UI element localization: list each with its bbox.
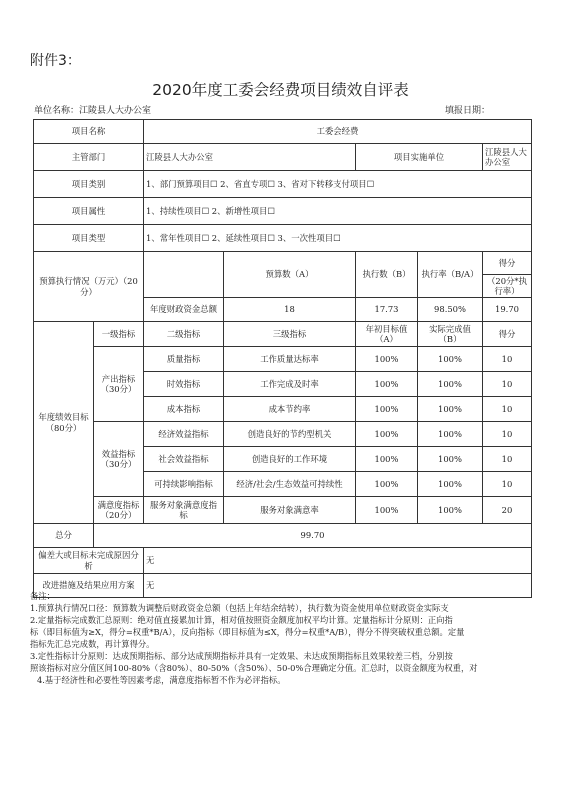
dept-label: 主管部门 (34, 144, 144, 171)
table-row-score: 10 (483, 347, 532, 372)
unit-name: 单位名称：江陵县人大办公室 (34, 106, 152, 116)
note-2b: 标（即目标值为≥X，得分=权重*B/A），反向指标（即目标值为≤X，得分=权重*A/B），得分不得突破权重总额。定量 (30, 627, 465, 638)
table-row-score: 10 (483, 397, 532, 422)
table-row-score: 10 (483, 447, 532, 472)
table-row-l2: 时效指标 (144, 372, 224, 397)
note-1: 1.预算执行情况口径：预算数为调整后财政资金总额（包括上年结余结转），执行数为资金使用单位财政资金实际支 (30, 603, 449, 614)
table-row-l3: 工作完成及时率 (224, 372, 356, 397)
total-score-value: 99.70 (94, 524, 532, 548)
type-value: 1、常年性项目☐ 2、延续性项目☐ 3、一次性项目☐ (144, 225, 532, 252)
perf-group-label: 年度绩效目标（80分） (34, 322, 94, 524)
project-name-value: 工委会经费 (144, 120, 532, 144)
table-row-l2: 社会效益指标 (144, 447, 224, 472)
impl-unit-label: 项目实施单位 (356, 144, 483, 171)
benefit-indicator-label: 效益指标（30分） (94, 422, 144, 497)
table-row-l2: 成本指标 (144, 397, 224, 422)
deviation-label: 偏差大或目标未完成原因分析 (34, 548, 144, 574)
budget-num-header: 预算数（A） (224, 252, 356, 298)
table-row-l3: 经济/社会/生态效益可持续性 (224, 472, 356, 497)
notes-section (30, 590, 535, 686)
attr-label: 项目属性 (34, 198, 144, 225)
exec-rate-header: 执行率（B/A） (418, 252, 483, 298)
table-row-a: 100% (356, 497, 418, 524)
category-label: 项目类别 (34, 171, 144, 198)
measures-label: 改进措施及结果应用方案 (34, 574, 144, 598)
impl-unit-value: 江陵县人大办公室 (483, 144, 532, 171)
score-formula: （20分*执行率） (483, 275, 532, 298)
note-2c: 指标先汇总完成数，再计算得分。 (30, 639, 155, 650)
budget-total-label: 年度财政资金总额 (144, 298, 224, 322)
table-row-l3: 工作质量达标率 (224, 347, 356, 372)
table-row-l3: 创造良好的工作环境 (224, 447, 356, 472)
measures-value: 无 (144, 574, 532, 598)
note-4: 4.基于经济性和必要性等因素考虑，满意度指标暂不作为必评指标。 (37, 675, 286, 686)
table-row-a: 100% (356, 472, 418, 497)
table-row-l2: 可持续影响指标 (144, 472, 224, 497)
table-row-a: 100% (356, 397, 418, 422)
table-row-b: 100% (418, 447, 483, 472)
table-row-l3: 服务对象满意率 (224, 497, 356, 524)
project-name-label: 项目名称 (34, 120, 144, 144)
level2-header: 二级指标 (144, 322, 224, 347)
initial-target-header: 年初目标值（A） (356, 322, 418, 347)
evaluation-table (33, 119, 532, 598)
table-row-l2: 服务对象满意度指标 (144, 497, 224, 524)
satisfaction-indicator-label: 满意度指标（20分） (94, 497, 144, 524)
note-3a: 3.定性指标计分原则：达成预期指标、部分达成预期指标并具有一定效果、未达成预期指标且效果较差三档，分别按 (30, 651, 453, 662)
attr-value: 1、持续性项目☐ 2、新增性项目☐ (144, 198, 532, 225)
table-row-b: 100% (418, 372, 483, 397)
table-row-b: 100% (418, 472, 483, 497)
table-row-a: 100% (356, 347, 418, 372)
table-row-score: 10 (483, 372, 532, 397)
score-header: 得分 (483, 252, 532, 275)
table-row-a: 100% (356, 422, 418, 447)
note-2a: 2.定量指标完成数汇总原则：绝对值直接累加计算，相对值按照资金额度加权平均计算。定量指标计分原则：正向指 (30, 615, 453, 626)
table-row-b: 100% (418, 422, 483, 447)
table-row-a: 100% (356, 447, 418, 472)
level3-header: 三级指标 (224, 322, 356, 347)
table-row-l3: 创造良好的节约型机关 (224, 422, 356, 447)
table-row-b: 100% (418, 397, 483, 422)
actual-value-header: 实际完成值（B） (418, 322, 483, 347)
page-title: 2020年度工委会经费项目绩效自评表 (152, 81, 409, 99)
attachment-label: 附件3： (30, 53, 81, 69)
table-row-score: 10 (483, 422, 532, 447)
table-row-b: 100% (418, 347, 483, 372)
table-row-l2: 质量指标 (144, 347, 224, 372)
fill-date: 填报日期： (445, 106, 491, 116)
level1-header: 一级指标 (94, 322, 144, 347)
table-row-l2: 经济效益指标 (144, 422, 224, 447)
table-row-score: 10 (483, 472, 532, 497)
category-value: 1、部门预算项目☐ 2、省直专项☐ 3、省对下转移支付项目☐ (144, 171, 532, 198)
type-label: 项目类型 (34, 225, 144, 252)
budget-exec-label: 预算执行情况（万元）（20分） (34, 252, 144, 322)
table-row-l3: 成本节约率 (224, 397, 356, 422)
exec-value: 17.73 (356, 298, 418, 322)
dept-value: 江陵县人大办公室 (144, 144, 356, 171)
rate-value: 98.50% (418, 298, 483, 322)
table-row-b: 100% (418, 497, 483, 524)
exec-num-header: 执行数（B） (356, 252, 418, 298)
perf-score-header: 得分 (483, 322, 532, 347)
total-score-label: 总分 (34, 524, 94, 548)
table-row-a: 100% (356, 372, 418, 397)
table-row-score: 20 (483, 497, 532, 524)
budget-value: 18 (224, 298, 356, 322)
score-value: 19.70 (483, 298, 532, 322)
deviation-value: 无 (144, 548, 532, 574)
note-3b: 照该指标对应分值区间100-80%（含80%）、80-50%（含50%）、50-0%合理确定分值。汇总时，以资金额度为权重，对 (30, 663, 478, 674)
output-indicator-label: 产出指标（30分） (94, 347, 144, 422)
notes-heading: 备注： (30, 591, 55, 601)
